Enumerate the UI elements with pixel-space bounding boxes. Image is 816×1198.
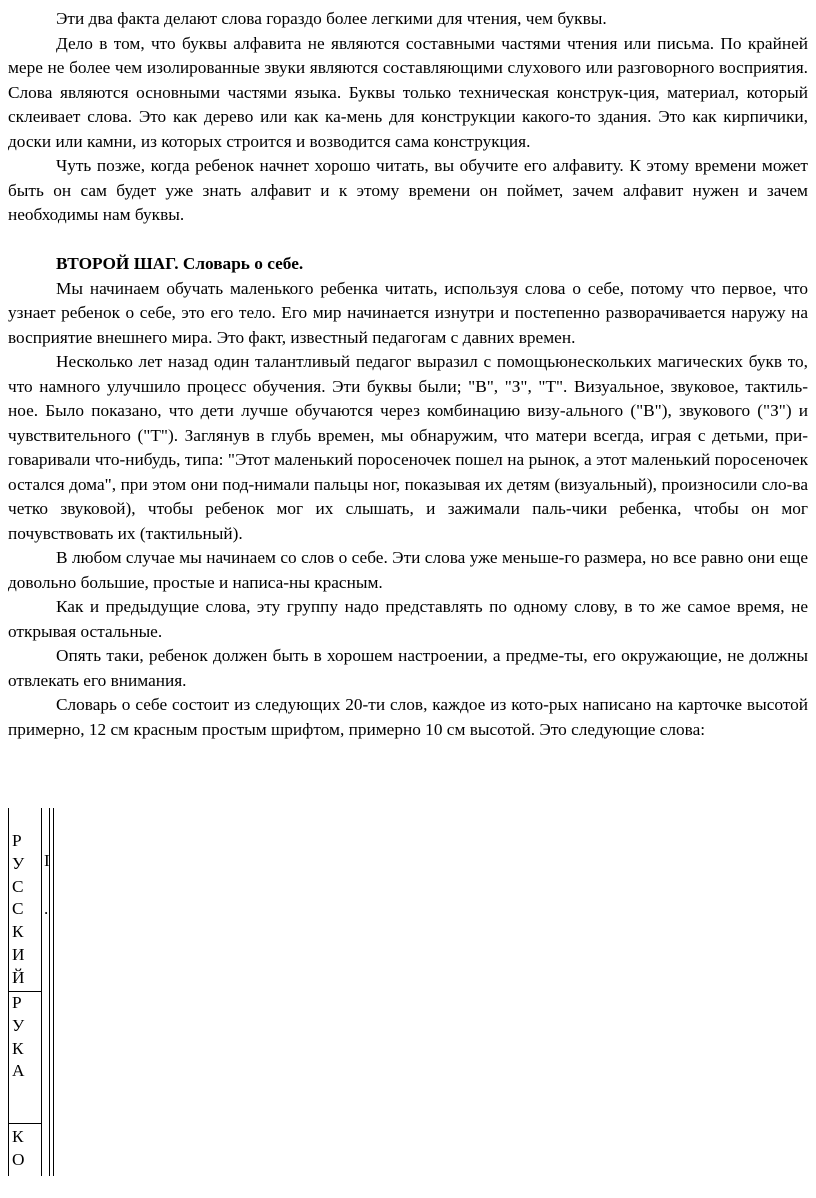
table-border-right-outer — [53, 808, 54, 1176]
word-cell-ruka: Р У К А — [12, 993, 25, 1081]
paragraph-6: В любом случае мы начинаем со слов о себе. Эти слова уже меньше-го размера, но все равно они еще довольно большие, простые и написа-ны красным. — [8, 548, 808, 592]
paragraph-3: Чуть позже, когда ребенок начнет хорошо читать, вы обучите его алфавиту. К этому времени может быть он сам будет уже знать алфавит и к этому времени он поймет, зачем алфавит нужен и зачем необходимы нам буквы. — [8, 156, 808, 224]
side-mark: . — [44, 899, 49, 918]
side-mark: I — [44, 851, 50, 870]
paragraph-4: Мы начинаем обучать маленького ребенка читать, используя слова о себе, потому что первое, что узнает ребенок о себе, это его тело. Его мир начинается изнутри и постепенно разворачивается наружу на восприятие внешнего мира. Это факт, известный педагогам с давних времен. — [8, 278, 808, 347]
table-row-divider — [9, 1123, 42, 1124]
paragraph-7: Как и предыдущие слова, эту группу надо представлять по одному слову, в то же самое время, не открывая остальные. — [8, 597, 808, 641]
document-body — [8, 7, 808, 742]
section-heading: ВТОРОЙ ШАГ. Словарь о себе. — [56, 254, 304, 273]
word-table — [8, 808, 54, 1176]
paragraph-5: Несколько лет назад один талантливый педагог выразил с помощьюнескольких магических букв то, что намного улучшило процесс обучения. Эти буквы были; "В", "З", "Т". Визуальное, звуковое, тактиль-ное. Было показано, что дети лучше обучаются через комбинацию визу-ального ("В"), звукового ("З") и чувствительного ("Т"). Заглянув в глубь времен, мы обнаружим, что матери всегда, играя с детьми, при-говаривали что-нибудь, типа: "Этот маленький поросеночек пошел на рынок, а этот маленький поросеночек остался дома", при этом они под-нимали пальцы ног, показывая их детям (визуальный), произносили сло-ва четко звуковой), чтобы ребенок мог их слышать, и зажимали паль-чики ребенка, чтобы он мог почувствовать их (тактильный). — [8, 352, 808, 543]
word-cell-russkiy: Р У С С К И Й — [12, 831, 25, 987]
paragraph-8: Опять таки, ребенок должен быть в хорошем настроении, а предме-ты, его окружающие, не должны отвлекать его внимания. — [8, 646, 808, 690]
word-cell-ko: К О — [12, 1127, 25, 1169]
paragraph-9: Словарь о себе состоит из следующих 20-ти слов, каждое из кото-рых написано на карточке высотой примерно, 12 см красным простым шрифтом, примерно 10 см высотой. Это следующие слова: — [8, 695, 808, 739]
paragraph-2: Дело в том, что буквы алфавита не являются составными частями чтения или письма. По крайней мере не более чем изолированные звуки являются составляющими слухового или разговорного восприятия. Слова являются основными частями языка. Буквы только техническая конструк-ция, материал, который склеивает слова. Это как дерево или как ка-мень для конструкции какого-то здания. Это как кирпичики, доски или камни, из которых строится и возводится сама конструкция. — [8, 33, 808, 151]
blank-line — [8, 228, 808, 253]
paragraph-1: Эти два факта делают слова гораздо более легкими для чтения, чем буквы. — [56, 9, 607, 28]
